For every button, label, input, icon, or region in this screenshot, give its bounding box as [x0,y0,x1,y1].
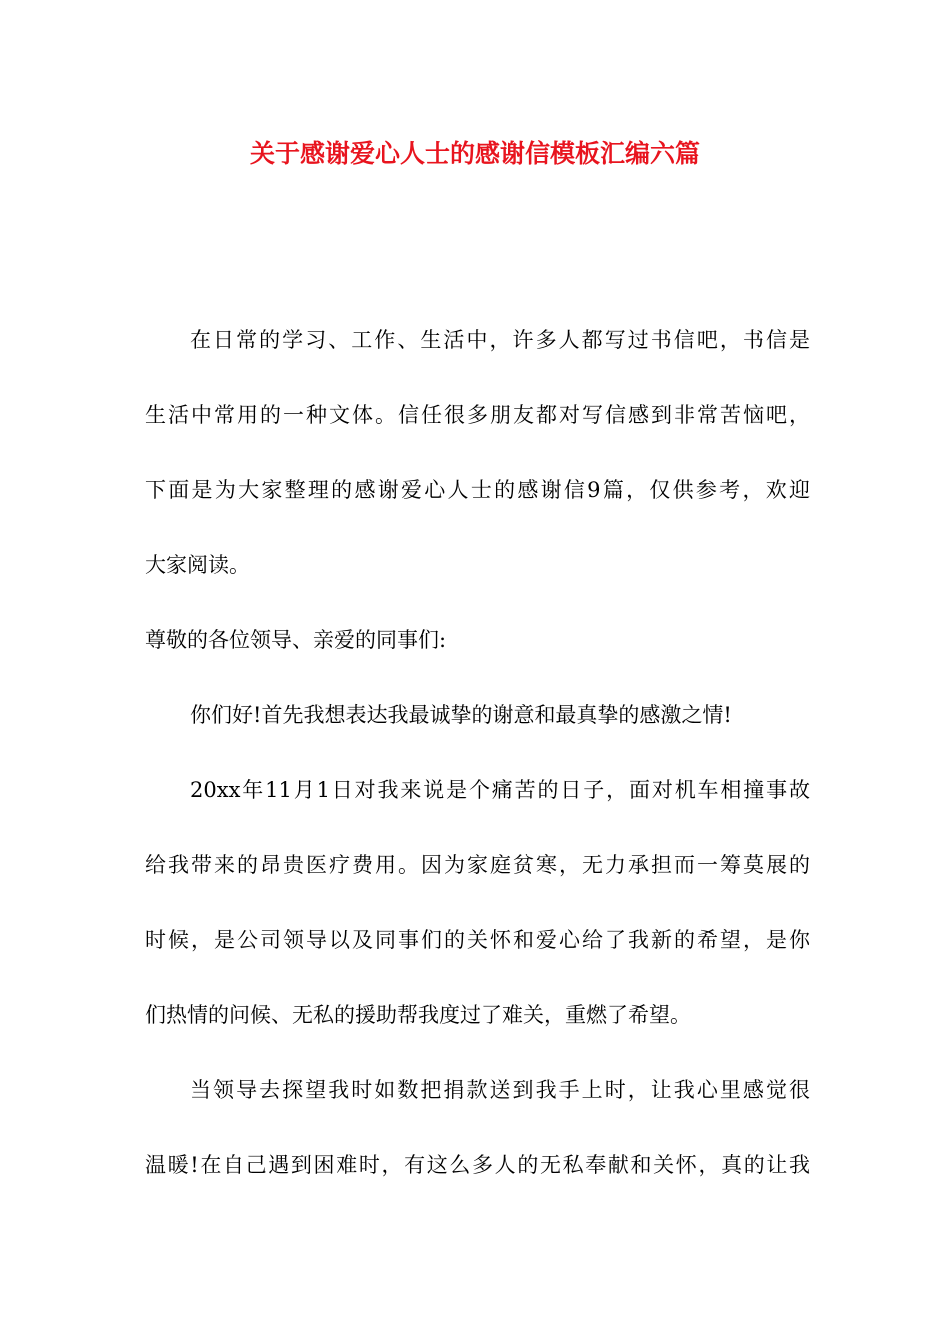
intro-line-4: 大家阅读。 [145,553,250,577]
document-title: 关于感谢爱心人士的感谢信模板汇编六篇 [249,139,700,168]
intro-line-1: 在日常的学习、工作、生活中，许多人都写过书信吧，书信是 [190,328,810,352]
para1-line-3: 时候，是公司领导以及同事们的关怀和爱心给了我新的希望，是你 [145,928,810,952]
para2-line-1: 当领导去探望我时如数把捐款送到我手上时，让我心里感觉很 [190,1078,810,1102]
para2-line-2: 温暖!在自己遇到困难时，有这么多人的无私奉献和关怀，真的让我 [145,1153,810,1177]
intro-line-2: 生活中常用的一种文体。信任很多朋友都对写信感到非常苦恼吧， [145,403,810,427]
para1-line-1: 20xx年11月1日对我来说是个痛苦的日子，面对机车相撞事故 [190,778,810,802]
salutation: 尊敬的各位领导、亲爱的同事们: [145,628,447,652]
greeting: 你们好!首先我想表达我最诚挚的谢意和最真挚的感激之情! [190,703,732,727]
para1-line-2: 给我带来的昂贵医疗费用。因为家庭贫寒，无力承担而一筹莫展的 [145,853,810,877]
intro-line-3: 下面是为大家整理的感谢爱心人士的感谢信9篇，仅供参考，欢迎 [145,478,810,502]
para1-line-4: 们热情的问候、无私的援助帮我度过了难关，重燃了希望。 [145,1003,691,1027]
